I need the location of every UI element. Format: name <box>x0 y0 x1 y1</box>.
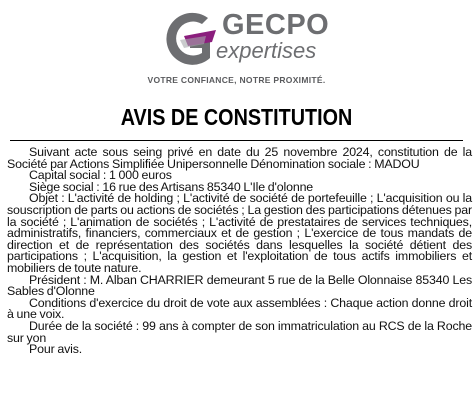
paragraph-registered-office: Siège social : 16 rue des Artisans 85340 L'Ile d'olonne <box>29 179 314 194</box>
logo-tagline: VOTRE CONFIANCE, NOTRE PROXIMITÉ. <box>147 75 326 85</box>
title-divider <box>10 140 463 141</box>
paragraph-deed: Suivant acte sous seing privé en date du 25 novembre 2024, constitution de la Société par Actions Simplifiée Unipersonnelle Dénomination sociale : MADOU <box>7 145 472 171</box>
paragraph-voting-rights: Conditions d'exercice du droit de vote aux assemblées : Chaque action donne droit à une voix. <box>7 295 472 322</box>
logo-brand-name: GECPO <box>222 9 330 41</box>
gecpo-g-icon <box>160 6 222 72</box>
paragraph-capital: Capital social : 1 000 euros <box>29 168 172 183</box>
notice-body <box>7 147 472 356</box>
paragraph-duration: Durée de la société : 99 ans à compter de son immatriculation au RCS de la Roche sur yon <box>7 318 472 345</box>
paragraph-purpose: Objet : L'activité de holding ; L'activité de société de portefeuille ; L'acquisition ou la souscription de parts ou actions de sociétés ; La gestion des participations détenues par la société ; L'animation de sociétés ; L'activité de prestataires de services techniques, administratifs, financiers, commerciaux et de gestion ; L'exercice de tous mandats de direction et de représentation des sociétés dans lesquelles la société détient des participations ; L'acquisition, la gestion et l'exploitation de tous actifs immobiliers et mobiliers de toute nature. <box>7 191 472 275</box>
logo-subtitle: expertises <box>216 38 317 63</box>
paragraph-closing: Pour avis. <box>29 342 83 357</box>
paragraph-president: Président : M. Alban CHARRIER demeurant 5 rue de la Belle Olonnaise 85340 Les Sables d'Olonne <box>7 272 472 299</box>
notice-title: AVIS DE CONSTITUTION <box>120 104 353 130</box>
